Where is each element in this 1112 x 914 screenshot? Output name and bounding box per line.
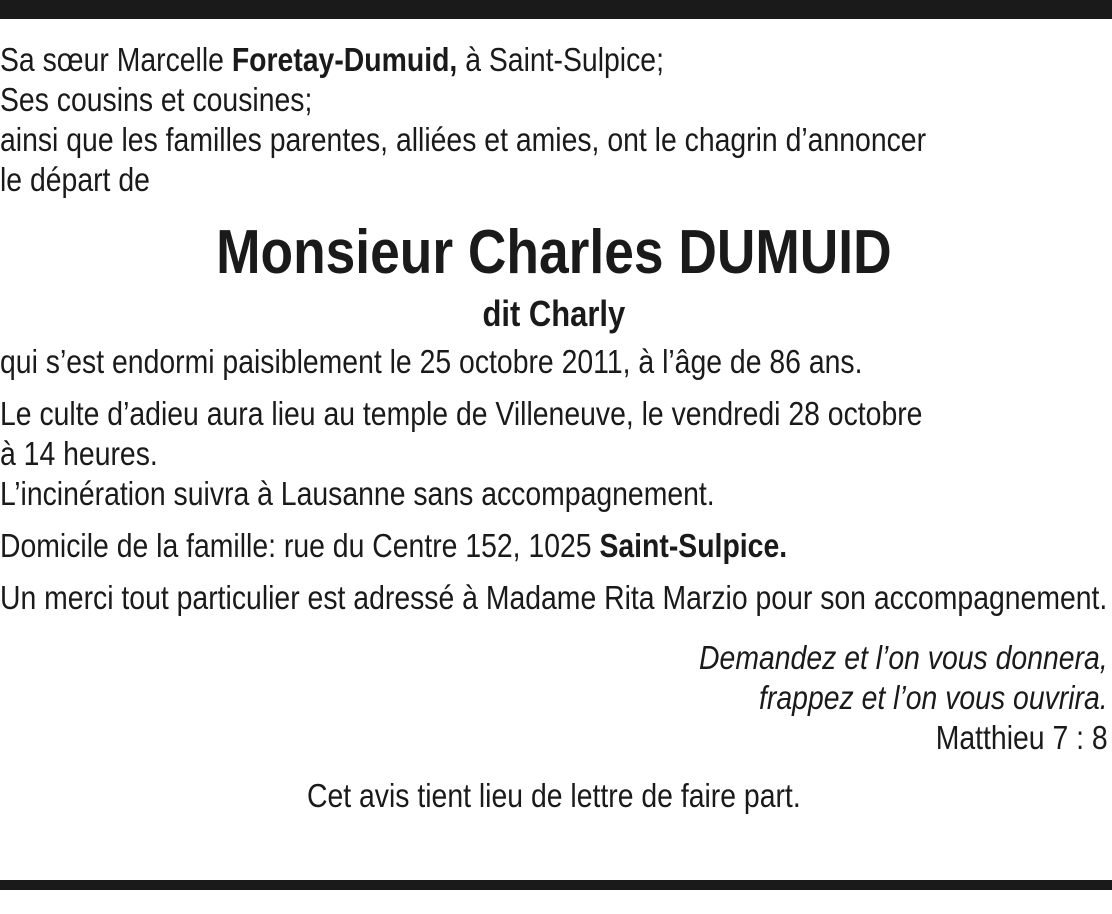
domicile-prefix: Domicile de la famille: rue du Centre 152, 1025 [0,527,600,564]
intro-line-1-suffix: à Saint-Sulpice; [457,41,664,78]
intro-line-1 [0,40,1108,80]
intro-block [0,40,1108,200]
service-line-2: à 14 heures. [0,435,158,472]
scripture-quote [0,638,1108,758]
deceased-alias: dit Charly [482,293,626,334]
passing-statement: qui s’est endormi paisiblement le 25 octobre 2011, à l’âge de 86 ans. [0,343,863,380]
closing-note: Cet avis tient lieu de lettre de faire part. [306,777,801,814]
thanks-statement: Un merci tout particulier est adressé à Madame Rita Marzio pour son accompagnement. [0,579,1108,616]
top-rule [0,0,1112,19]
quote-line-1: Demandez et l’on vous donnera, [699,639,1108,676]
intro-line-1-prefix: Sa sœur Marcelle [0,41,232,78]
sister-surname: Foretay-Dumuid, [231,41,458,78]
quote-reference: Matthieu 7 : 8 [935,719,1108,756]
deceased-name: Monsieur Charles DUMUID [216,218,892,287]
quote-line-2: frappez et l’on vous ouvrira. [759,679,1108,716]
domicile-town: Saint-Sulpice. [599,527,788,564]
intro-line-2: Ses cousins et cousines; [0,81,313,118]
bottom-rule [0,880,1112,890]
obituary-notice [0,40,1108,816]
intro-line-3: ainsi que les familles parentes, alliées et amies, ont le chagrin d’annoncer [0,121,927,158]
service-line-1: Le culte d’adieu aura lieu au temple de Villeneuve, le vendredi 28 octobre [0,395,923,432]
domicile-statement [0,526,1108,566]
cremation-statement: L’incinération suivra à Lausanne sans accompagnement. [0,475,715,512]
intro-line-4: le départ de [0,161,150,198]
